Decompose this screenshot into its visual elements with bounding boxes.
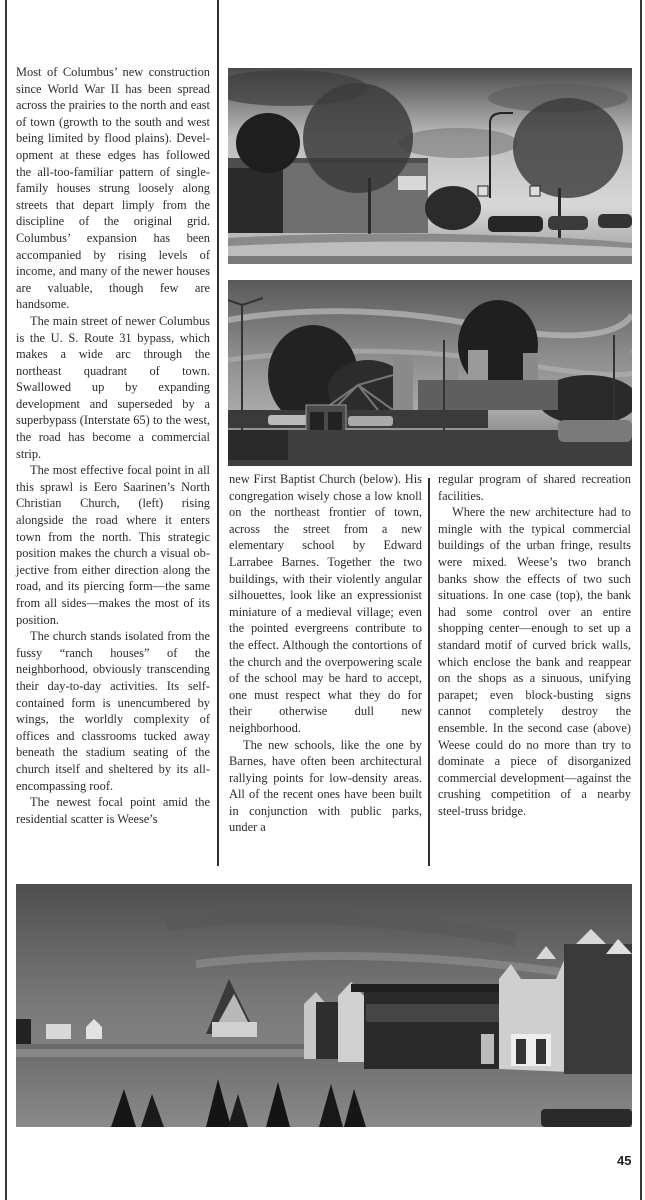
page-right-rule bbox=[640, 0, 642, 1200]
text-column-2 bbox=[229, 471, 422, 836]
paragraph: The main street of newer Columbus is the U. S. Route 31 bypass, which makes a wide arc through the northeast quadrant of town. Swallowed up by expanding development and superseded by a superbypass (Interstate 65) to the west, the road has become a commercial strip. bbox=[16, 313, 210, 461]
photo-image bbox=[16, 884, 632, 1127]
paragraph: The church stands isolated from the fussy “ranch houses” of the neighborhood, obviously transcending their day-to-day activities. Its self-contained form is unencumbered by wings, the worldly complexity of offices and classrooms tucked away beneath the stadium seating of the church itself and sheltered by its all-encompassing roof. bbox=[16, 629, 210, 793]
column-divider-2 bbox=[428, 478, 430, 866]
photo-image bbox=[228, 68, 632, 264]
photo-image bbox=[228, 280, 632, 466]
column-divider-1 bbox=[217, 0, 219, 866]
text-column-3 bbox=[438, 471, 631, 819]
photo-first-baptist-church-school bbox=[16, 884, 632, 1127]
paragraph: Where the new architecture had to mingle with the typical commercial buildings of the urban fringe, results were mixed. Weese’s two branch banks show the effects of two such situations. In one case (top), the bank had some control over an entire shopping center—enough to set up a standard motif of curved brick walls, which enclose the bank and reappear on the shops as a sinuous, unifying parapet; even block-busting signs cannot completely destroy the ensemble. In the second case (above) Weese could do no more than try to dominate a piece of disorganized commercial development—against the crushing competition of a nearby steel-truss bridge. bbox=[438, 505, 631, 818]
text-column-1 bbox=[16, 64, 210, 827]
photo-bank-shopping-center bbox=[228, 68, 632, 264]
photo-bank-truss-bridge bbox=[228, 280, 632, 466]
paragraph: regular program of shared recreation facilities. bbox=[438, 472, 631, 503]
page-left-rule bbox=[5, 0, 7, 1200]
paragraph: The newest focal point amid the residential scatter is Weese’s bbox=[16, 795, 210, 826]
page-number: 45 bbox=[617, 1153, 632, 1168]
paragraph: The new schools, like the one by Barnes, have often been architectural rallying points for low-density areas. All of the recent ones have been built in conjunction with public parks, under a bbox=[229, 737, 422, 835]
paragraph: new First Baptist Church (below). His congregation wisely chose a low knoll on the northeast frontier of town, across the street from a new elementary school by Edward Larrabee Barnes. Together the two buildings, with their violently angular silhouettes, look like an expressionist miniature of a medieval village; even the pointed evergreens contribute to the effect. Although the contortions of the church and the overpowering scale of the school may be hard to accept, one must respect what they do for their otherwise dull new neighborhood. bbox=[229, 472, 422, 735]
paragraph: The most effective focal point in all this sprawl is Eero Saarinen’s North Christian Church, (left) rising alongside the road where it enters town from the north. This strategic position makes the church a visual objective from either direction along the road, and its piercing form—the same from all sides—makes the most of its position. bbox=[16, 463, 210, 627]
paragraph: Most of Columbus’ new construction since World War II has been spread across the prairies to the north and east of town (growth to the south and west being limited by flood plains). Development at these edges has followed the all-too-familiar pattern of single-family houses strung loosely along streets that depart limply from the discipline of the original grid. Columbus’ expansion has been accompanied by rising levels of income, and many of the newer houses are valuable, though few are handsome. bbox=[16, 65, 210, 312]
